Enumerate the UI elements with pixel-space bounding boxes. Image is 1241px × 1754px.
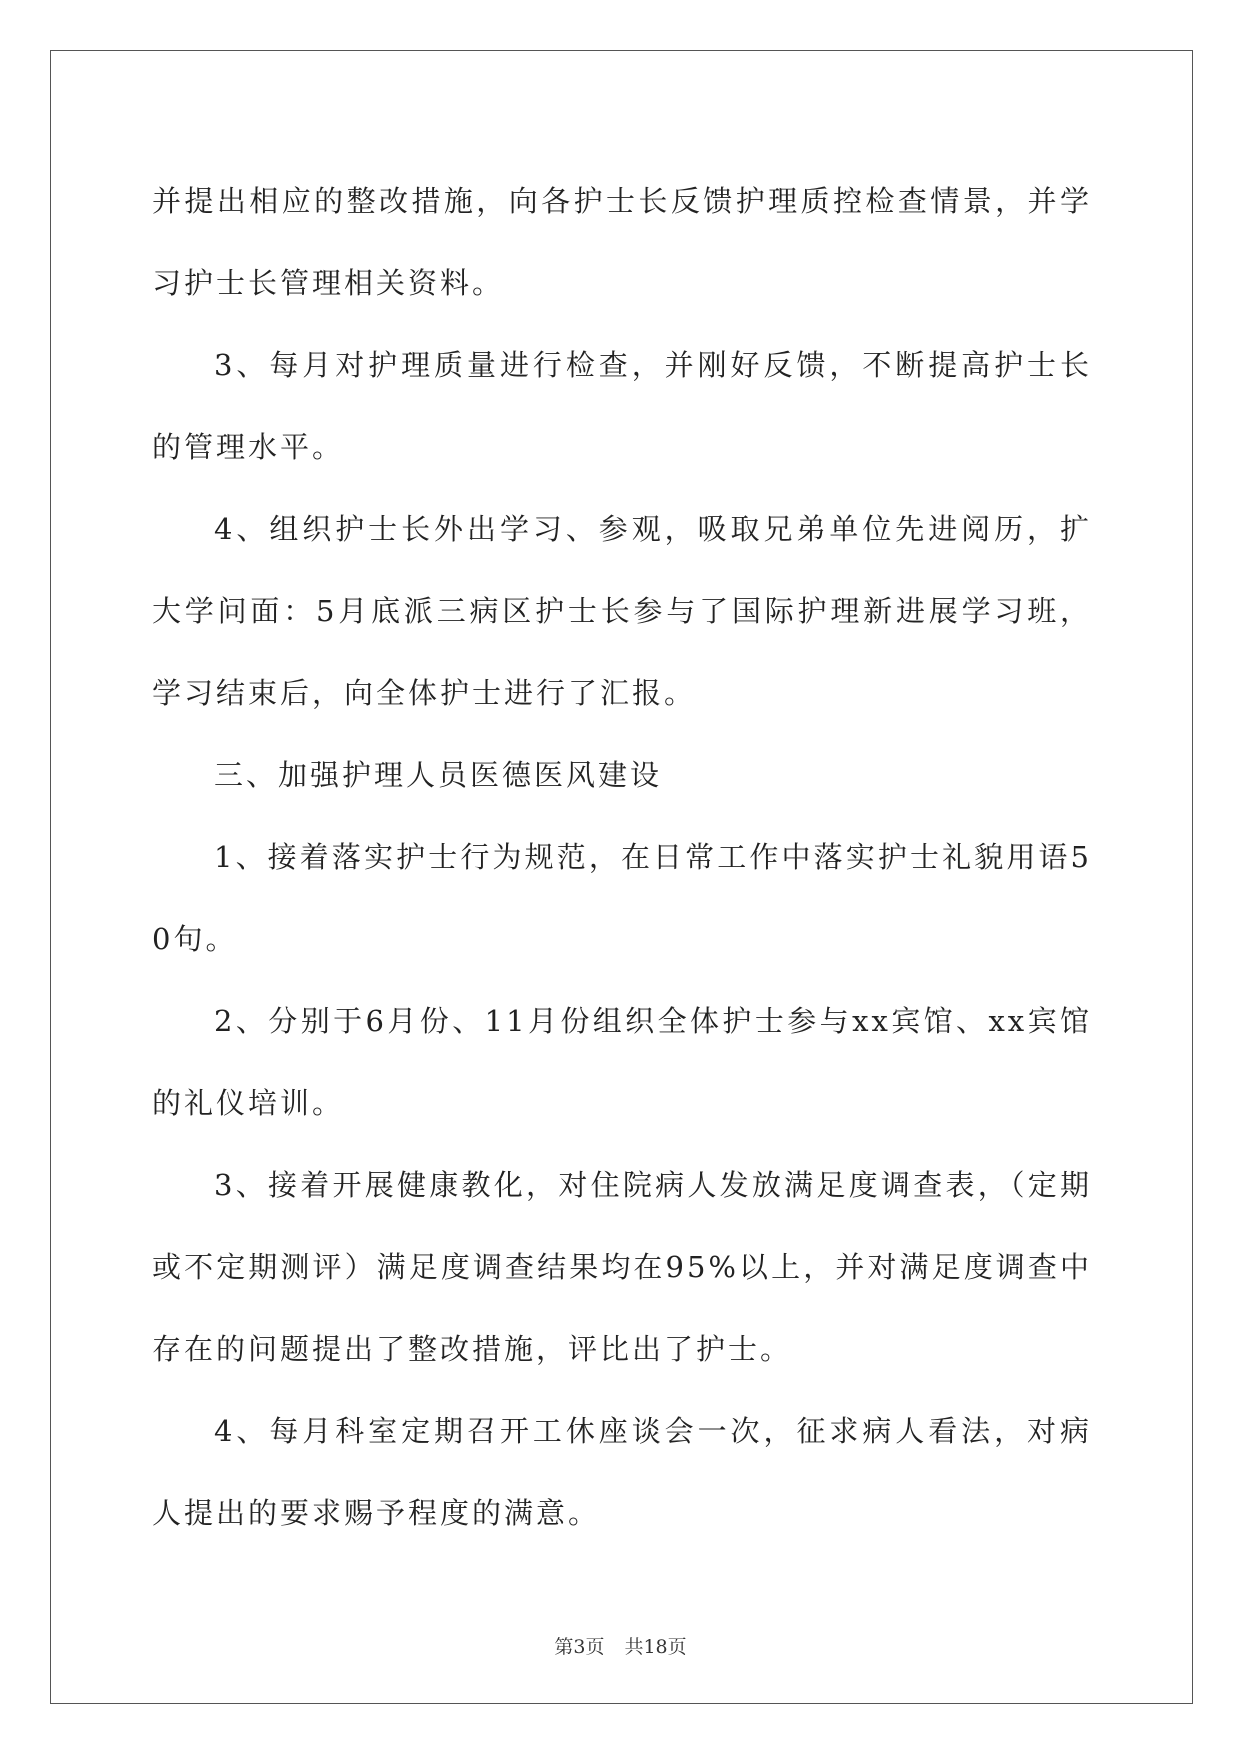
document-body — [152, 160, 1092, 1554]
page-number: 第3页 — [554, 1636, 605, 1658]
page-total: 共18页 — [624, 1636, 687, 1658]
paragraph: 并提出相应的整改措施，向各护士长反馈护理质控检查情景，并学习护士长管理相关资料。 — [152, 184, 1092, 300]
paragraph: 2、分别于6月份、11月份组织全体护士参与xx宾馆、xx宾馆的礼仪培训。 — [152, 1004, 1092, 1120]
paragraph: 1、接着落实护士行为规范，在日常工作中落实护士礼貌用语50句。 — [152, 840, 1092, 956]
paragraph: 3、每月对护理质量进行检查，并刚好反馈，不断提高护士长的管理水平。 — [152, 348, 1092, 464]
section-heading: 三、加强护理人员医德医风建设 — [214, 758, 663, 792]
paragraph: 4、组织护士长外出学习、参观，吸取兄弟单位先进阅历，扩大学问面：5月底派三病区护士长参与了国际护理新进展学习班，学习结束后，向全体护士进行了汇报。 — [152, 512, 1092, 710]
page-footer — [0, 1632, 1241, 1659]
paragraph: 3、接着开展健康教化，对住院病人发放满足度调查表，（定期或不定期测评）满足度调查结果均在95%以上，并对满足度调查中存在的问题提出了整改措施，评比出了护士。 — [152, 1168, 1092, 1366]
paragraph: 4、每月科室定期召开工休座谈会一次，征求病人看法，对病人提出的要求赐予程度的满意。 — [152, 1414, 1092, 1530]
